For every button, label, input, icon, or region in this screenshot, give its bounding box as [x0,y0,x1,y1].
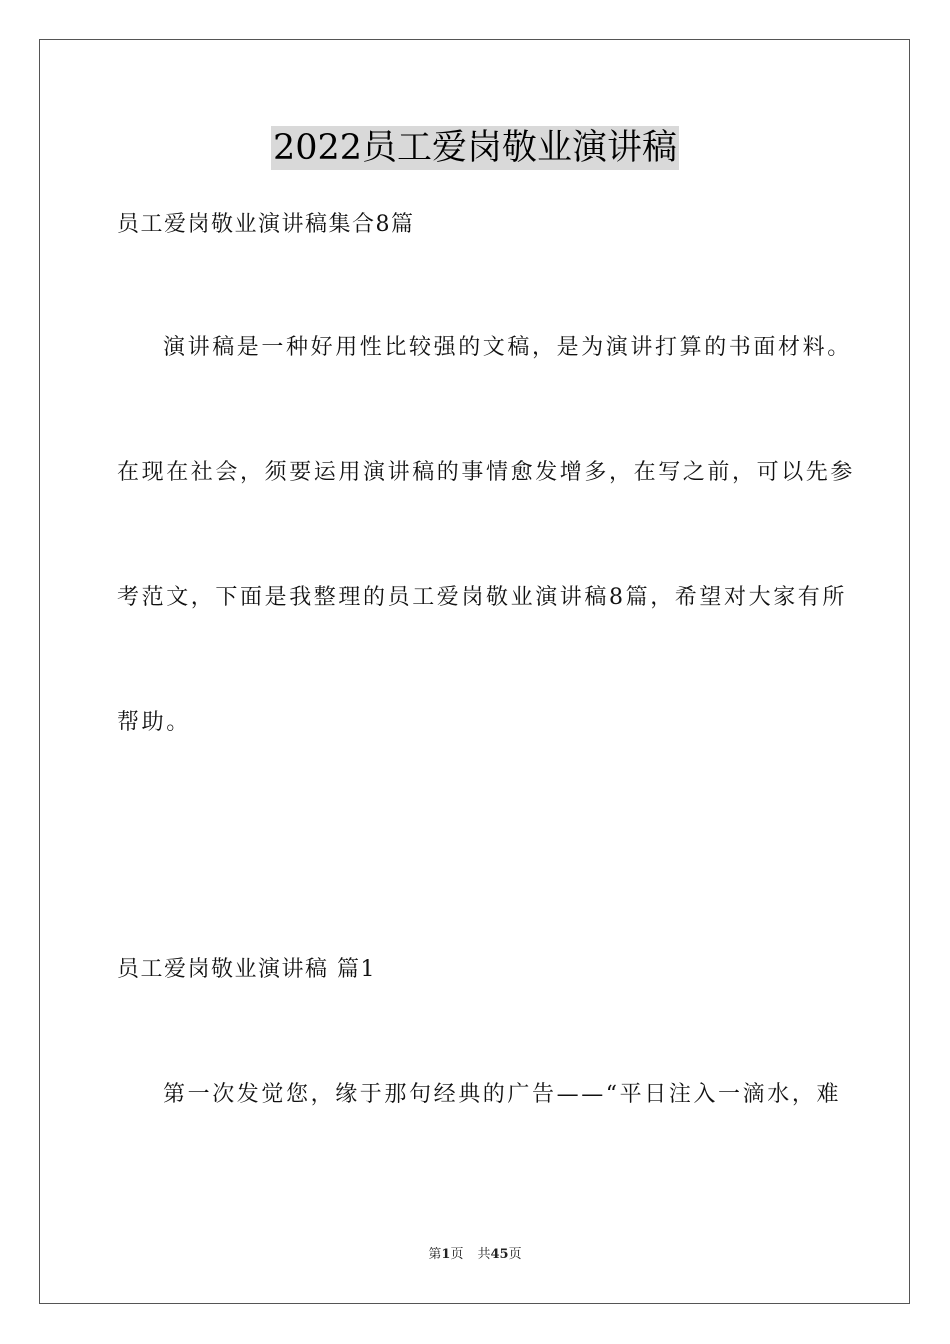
page-number: 1 [441,1247,451,1262]
intro-line-1: 演讲稿是一种好用性比较强的文稿，是为演讲打算的书面材料。 [163,335,852,360]
page-suffix: 页 [450,1247,464,1262]
total-prefix: 共 [477,1247,491,1262]
total-suffix: 页 [508,1247,522,1262]
total-pages: 45 [490,1247,509,1262]
page-footer [0,1246,950,1264]
intro-line-3: 考范文，下面是我整理的员工爱岗敬业演讲稿8篇，希望对大家有所 [117,585,847,610]
section-first-line: 第一次发觉您，缘于那句经典的广告——“平日注入一滴水，难 [163,1082,842,1107]
document-title: 2022员工爱岗敬业演讲稿 [272,128,678,168]
title-container [0,126,950,170]
intro-line-2: 在现在社会，须要运用演讲稿的事情愈发增多，在写之前，可以先参 [117,460,856,485]
section-heading: 员工爱岗敬业演讲稿 篇1 [117,957,376,982]
document-subtitle: 员工爱岗敬业演讲稿集合8篇 [117,212,415,237]
intro-line-4: 帮助。 [117,710,191,735]
page-prefix: 第 [428,1247,442,1262]
